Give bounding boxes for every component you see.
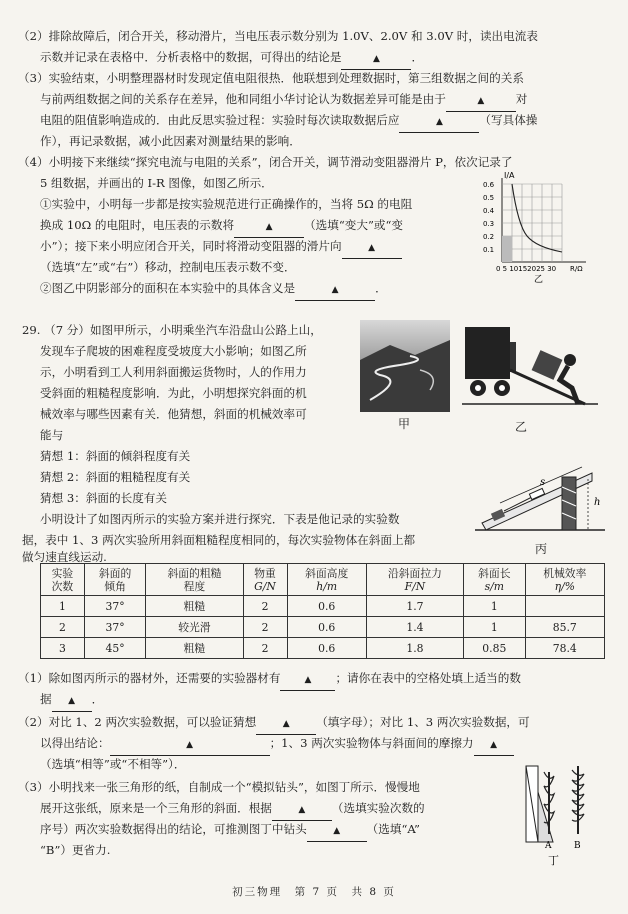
label-s: s — [540, 477, 546, 488]
table-cell: 粗糙 — [146, 596, 243, 617]
figure-ding-caption: 丁 — [548, 854, 559, 867]
q28-2-line1: （2）排除故障后，闭合开关，移动滑片，当电压表示数分别为 1.0V、2.0V 和 3.0V 时，读出电流表 — [18, 29, 538, 43]
table-cell: 1 — [41, 596, 85, 617]
graph-caption: 乙 — [534, 275, 544, 285]
answer-blank[interactable]: ▲ — [295, 278, 375, 301]
q28-3-line1: （3）实验结束，小明整理器材时发现定值电阻很热．他联想到处理数据时，第三组数据之间的关系 — [18, 71, 524, 85]
q28-4-line6: （选填“左”或“右”）移动，控制电压表示数不变． — [40, 260, 296, 274]
q29-intro-4: 受斜面的粗糙程度影响．为此，小明想探究斜面的机 — [40, 386, 307, 400]
table-cell: 0.6 — [287, 617, 366, 638]
drill-label-b: B — [574, 841, 581, 851]
q29-2-line3: （选填“相等”或“不相等”）． — [40, 757, 186, 771]
table-cell: 1.8 — [366, 638, 463, 659]
header-roughness: 斜面的粗糙 程度 — [146, 564, 243, 596]
table-row — [41, 617, 605, 638]
graph-y-label: I/A — [504, 171, 515, 180]
incline-experiment-figure — [470, 455, 610, 540]
guess-3: 猜想 3：斜面的长度有关 — [40, 491, 167, 505]
q29-3-line2: 展开这张纸，原来是一个三角形的斜面．根据 ▲ （选填实验次数的 — [40, 798, 628, 821]
q29-desc-1: 小明设计了如图丙所示的实验方案并进行探究．下表是他记录的实验数 — [40, 512, 400, 526]
header-force: 沿斜面拉力 F/N — [366, 564, 463, 596]
table-header-row — [41, 564, 605, 596]
label-h: h — [594, 497, 601, 508]
page-footer: 初三物理 第 7 页 共 8 页 — [232, 886, 396, 898]
answer-blank[interactable]: ▲ — [280, 668, 335, 691]
q29-3-line1: （3）小明找来一张三角形的纸，自制成一个“模拟钻头”，如图丁所示．慢慢地 — [18, 780, 420, 794]
table-cell: 2 — [41, 617, 85, 638]
header-angle: 斜面的 倾角 — [84, 564, 146, 596]
table-cell: 85.7 — [525, 617, 604, 638]
table-cell: 粗糙 — [146, 638, 243, 659]
q29-intro-3: 示，小明看到工人利用斜面搬运货物时，人的作用力 — [40, 365, 307, 379]
q28-4-line2: 5 组数据，并画出的 I-R 图像，如图乙所示． — [40, 176, 273, 190]
q28-4-line7: ②图乙中阴影部分的面积在本实验中的具体含义是 ▲ ． — [40, 278, 628, 301]
q29-intro-5: 械效率与哪些因素有关．他猜想，斜面的机械效率可 — [40, 407, 307, 421]
q28-3-line2: 与前两组数据之间的关系存在差异，他和同组小华讨论认为数据差异可能是由于 ▲ 对 — [40, 89, 628, 112]
guess-1: 猜想 1：斜面的倾斜程度有关 — [40, 449, 191, 463]
answer-blank[interactable]: ▲ — [474, 733, 514, 756]
q28-4-line5: 小”）；接下来小明应闭合开关，同时将滑动变阻器的滑片向 ▲ — [40, 236, 628, 259]
q28-4-line3: ①实验中，小明每一步都是按实验规范进行正确操作的，当将 5Ω 的电阻 — [40, 197, 413, 211]
truck-ramp-figure — [460, 322, 600, 417]
graph-x-label: R/Ω — [570, 265, 583, 273]
q28-2-line2: 示数并记录在表格中．分析表格中的数据，可得出的结论是 ▲ ． — [40, 47, 628, 70]
figure-yi-caption: 乙 — [515, 420, 528, 434]
q29-2-line2: 以得出结论： ▲ ；1、3 两次实验物体与斜面间的摩擦力 ▲ — [40, 733, 628, 756]
q29-desc-2: 据，表中 1、3 两次实验所用斜面粗糙程度相同的，每次实验物体在斜面上都 — [22, 533, 416, 547]
q29-2-line1: （2）对比 1、2 两次实验数据，可以验证猜想 ▲ （填字母）；对比 1、3 两次实验数据，可 — [18, 712, 628, 735]
drill-bit-figure — [518, 762, 598, 872]
q29-intro-2: 发现车子爬坡的困难程度受坡度大小影响；如图乙所 — [40, 344, 307, 358]
answer-blank[interactable]: ▲ — [272, 798, 332, 821]
table-cell: 1 — [464, 596, 526, 617]
table-cell: 78.4 — [525, 638, 604, 659]
q29-desc-3: 做匀速直线运动. — [22, 550, 107, 564]
table-cell: 0.6 — [287, 596, 366, 617]
q29-intro-1: 29. （7 分）如图甲所示，小明乘坐汽车沿盘山公路上山， — [22, 323, 322, 337]
experiment-data-table — [40, 563, 605, 659]
table-cell: 较光滑 — [146, 617, 243, 638]
q28-4-line1: （4）小明接下来继续“探究电流与电阻的关系”，闭合开关，调节滑动变阻器滑片 P，依次记录了 — [18, 155, 513, 169]
header-weight: 物重 G/N — [243, 564, 287, 596]
table-cell: 0.85 — [464, 638, 526, 659]
table-cell: 1.7 — [366, 596, 463, 617]
q28-4-line4: 换成 10Ω 的电阻时，电压表的示数将 ▲ （选填“变大”或“变 — [40, 215, 628, 238]
graph-y-tick: 0.5 — [483, 194, 495, 202]
graph-y-tick: 0.3 — [483, 220, 495, 228]
graph-y-tick: 0.6 — [483, 181, 495, 189]
figure-jia-caption: 甲 — [398, 417, 411, 431]
graph-y-tick: 0.1 — [483, 246, 495, 254]
q29-intro-6: 能与 — [40, 428, 64, 442]
i-r-graph — [482, 170, 602, 285]
header-trial: 实验 次数 — [41, 564, 85, 596]
table-cell: 2 — [243, 617, 287, 638]
graph-x-ticks: 0 5 10152025 30 — [496, 265, 557, 273]
table-row — [41, 596, 605, 617]
mountain-road-photo — [360, 320, 450, 412]
q28-3-line3: 电阻的阻值影响造成的．由此反思实验过程：实验时每次读取数据后应 ▲ （写具体操 — [40, 110, 628, 133]
answer-blank[interactable]: ▲ — [256, 712, 316, 735]
table-cell: 2 — [243, 638, 287, 659]
graph-y-tick: 0.2 — [483, 233, 495, 241]
answer-blank[interactable]: ▲ — [52, 689, 92, 712]
table-cell: 2 — [243, 596, 287, 617]
table-cell: 0.6 — [287, 638, 366, 659]
efficiency-blank-cell[interactable] — [525, 596, 604, 617]
table-cell: 1 — [464, 617, 526, 638]
figure-bing-caption: 丙 — [535, 542, 548, 556]
graph-y-tick: 0.4 — [483, 207, 495, 215]
table-cell: 1.4 — [366, 617, 463, 638]
table-row — [41, 638, 605, 659]
answer-blank[interactable]: ▲ — [446, 89, 516, 112]
table-cell: 45° — [84, 638, 146, 659]
answer-blank[interactable]: ▲ — [341, 47, 411, 70]
table-cell: 3 — [41, 638, 85, 659]
q29-1-line2: 据 ▲ ． — [40, 689, 628, 712]
answer-blank[interactable]: ▲ — [307, 819, 367, 842]
header-length: 斜面长 s/m — [464, 564, 526, 596]
q28-3-line4: 作），再记录数据，减小此因素对测量结果的影响． — [40, 134, 301, 148]
header-efficiency: 机械效率 η/% — [525, 564, 604, 596]
answer-blank[interactable]: ▲ — [342, 236, 402, 259]
drill-label-a: A — [545, 841, 552, 851]
q29-3-line4: “B”）更省力. — [40, 843, 111, 857]
table-cell: 37° — [84, 617, 146, 638]
q29-1-line1: （1）除如图丙所示的器材外，还需要的实验器材有 ▲ ；请你在表中的空格处填上适当的数 — [18, 668, 628, 691]
answer-blank[interactable]: ▲ — [234, 215, 304, 238]
answer-blank[interactable]: ▲ — [110, 733, 270, 756]
header-height: 斜面高度 h/m — [287, 564, 366, 596]
q29-3-line3: 序号）两次实验数据得出的结论，可推测图丁中钻头 ▲ （选填“A” — [40, 819, 628, 842]
table-cell: 37° — [84, 596, 146, 617]
answer-blank[interactable]: ▲ — [399, 110, 479, 133]
guess-2: 猜想 2：斜面的粗糙程度有关 — [40, 470, 191, 484]
